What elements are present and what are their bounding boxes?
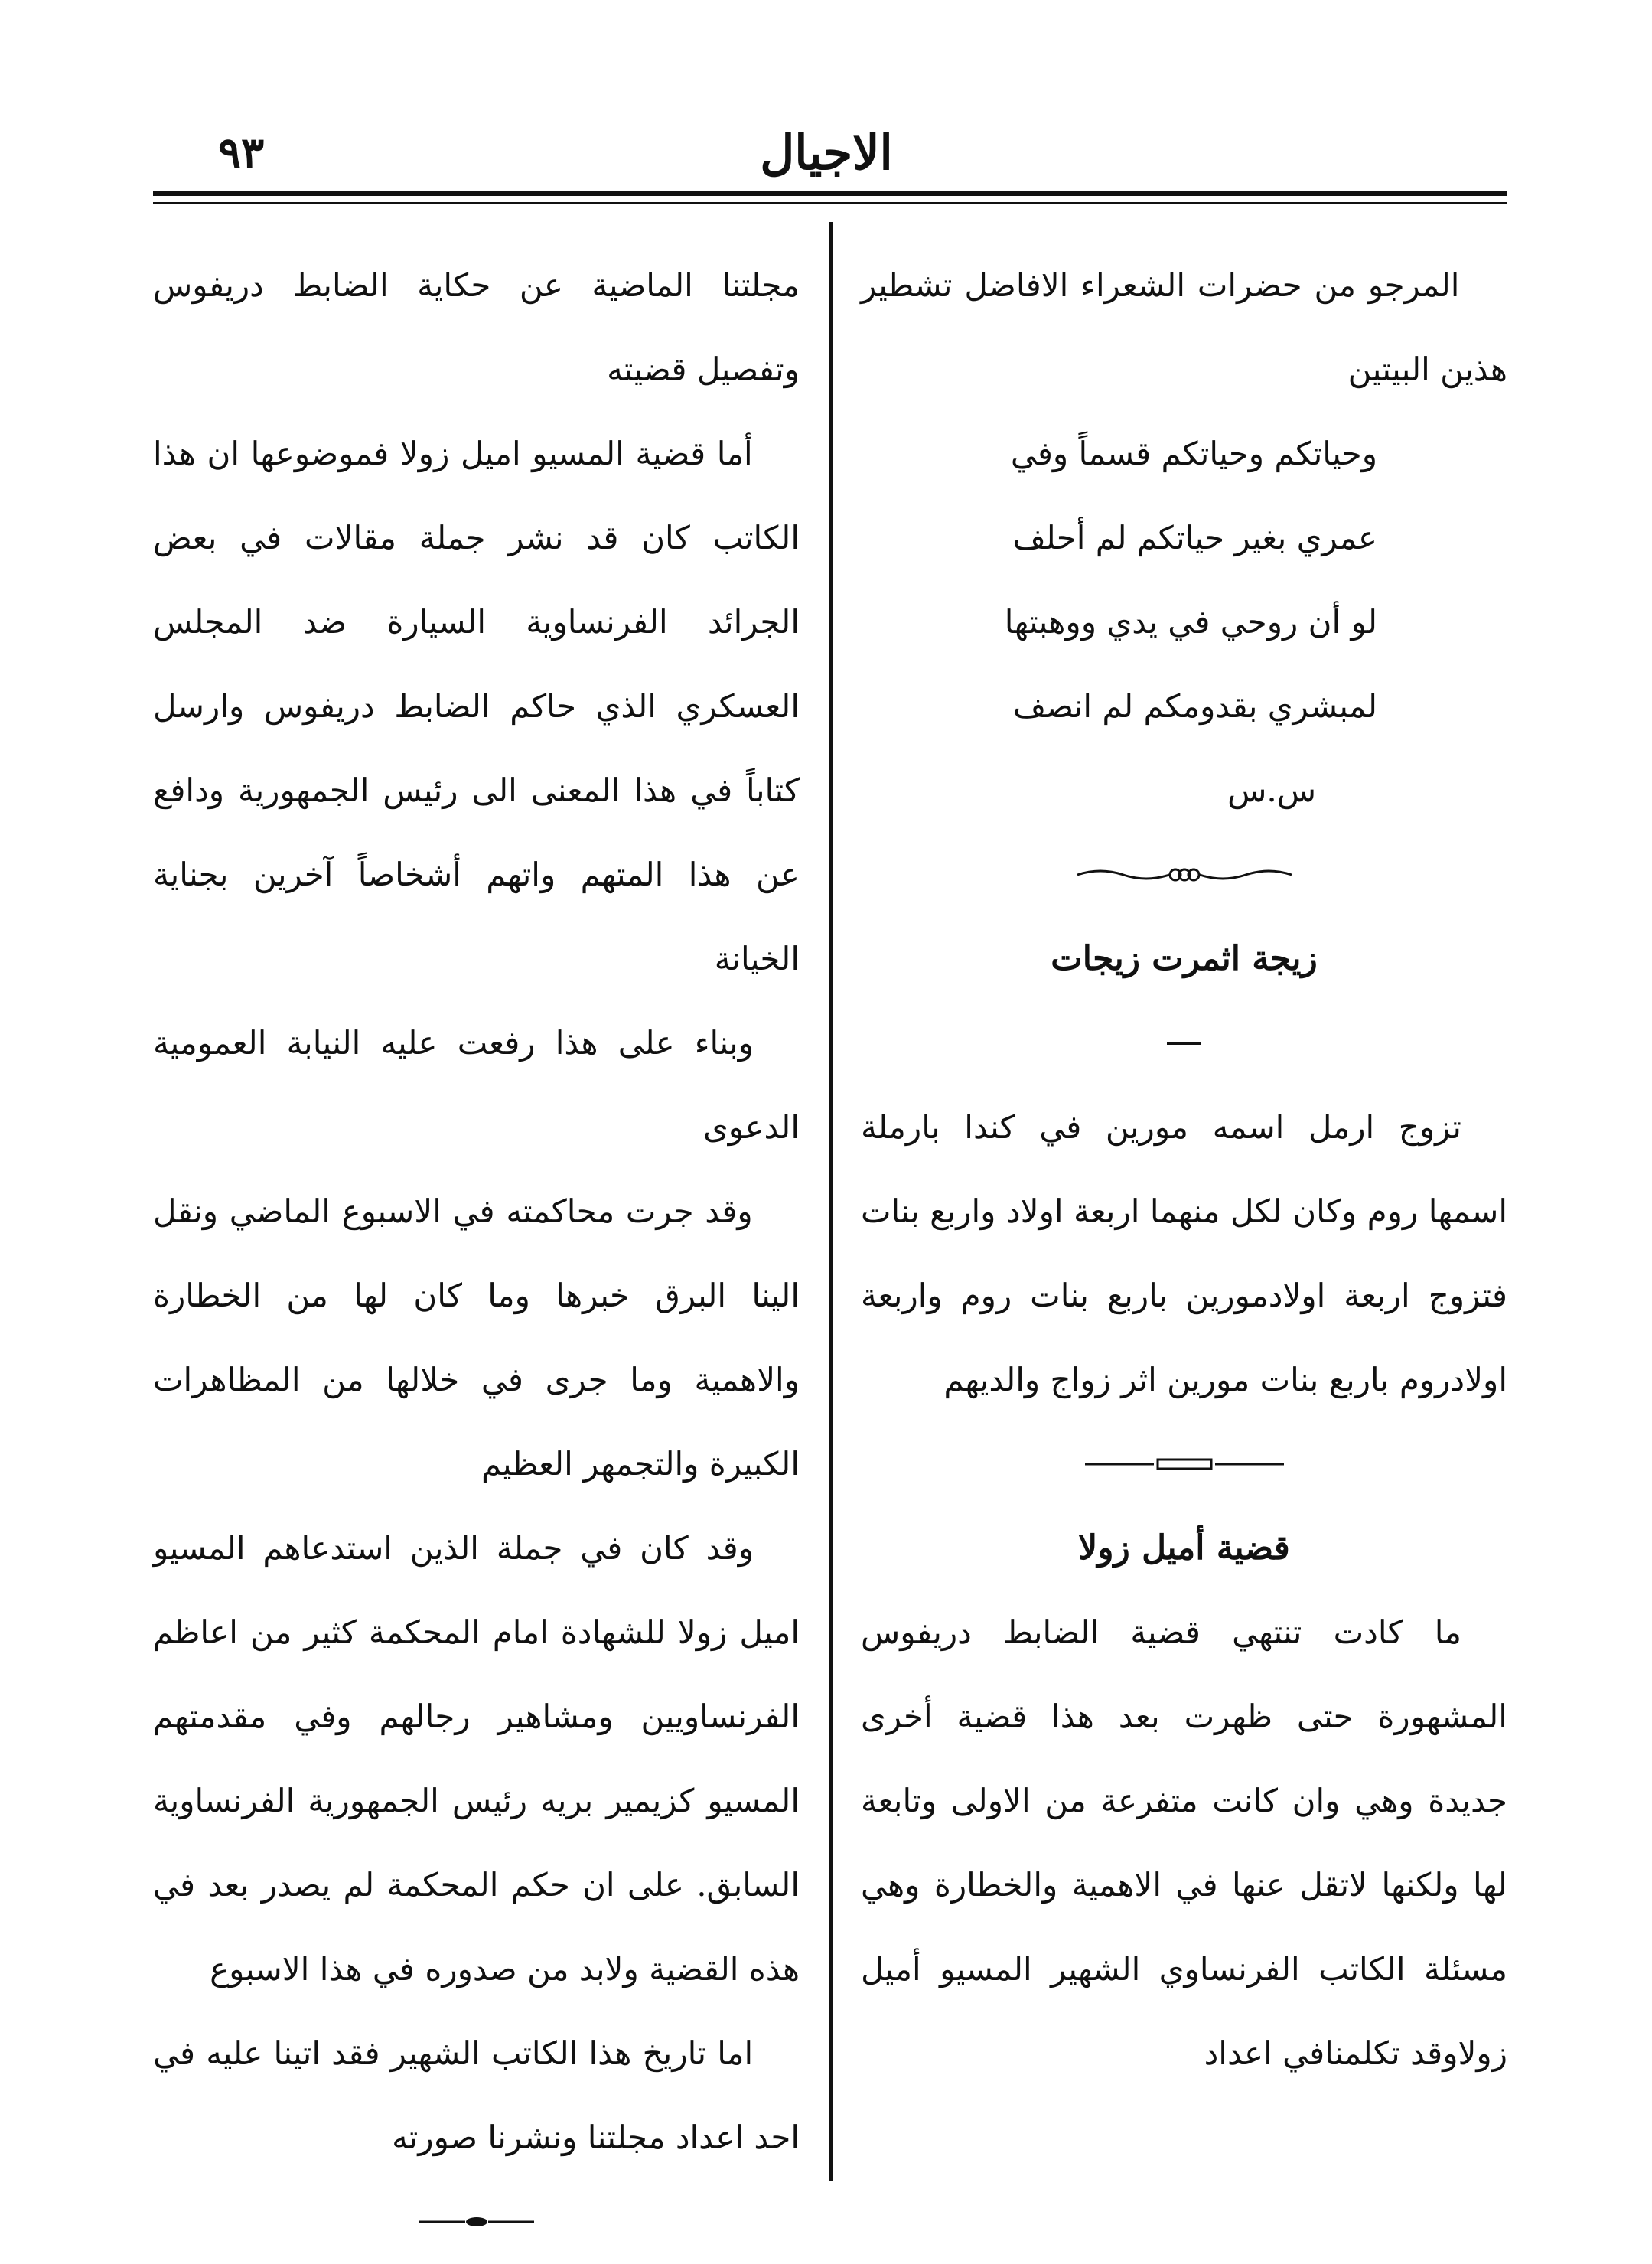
text-line: وما جرى في خلالها من المظاهرات الكبيرة والتجمهر <box>153 1361 800 1483</box>
article-paragraph <box>153 1001 800 1170</box>
verse-line: لو أن روحي في يدي ووهبتها <box>1004 603 1377 641</box>
section-title: زيجة اثمرت زيجات <box>1051 939 1318 978</box>
page-number: ٩٣ <box>218 128 265 178</box>
text-line: وهي وان كانت متفرعة من الاولى وتابعة لها ولكنها <box>861 1782 1507 1904</box>
text-line: وبناء على هذا رفعت عليه النيابة العمومية الدعوى <box>153 1024 800 1146</box>
text-line: تزوج ارمل اسمه مورين في كندا بارملة اسمها <box>861 1108 1507 1230</box>
text-line: زولا للشهادة امام المحكمة كثير من اعاظم الفرنساويين <box>153 1613 800 1735</box>
verse-line: عمري بغير حياتكم لم أحلف <box>1012 519 1377 556</box>
text-line: هذا الاسبوع <box>210 1950 363 1988</box>
verse-line: وحياتكم وحياتكم قسماً وفي <box>1010 435 1377 472</box>
text-line: الفرنساوية السيارة ضد المجلس العسكري الذي حاكم <box>153 603 800 725</box>
text-line: رئيس الجمهورية الفرنساوية السابق. على ان حكم المحكمة <box>153 1782 800 1904</box>
text-line: المرجو من حضرات الشعراء الافاضل تشطير <box>861 266 1460 304</box>
title-dash <box>861 1001 1507 1085</box>
ornament-divider <box>861 833 1507 917</box>
ornament-divider <box>153 2180 800 2264</box>
text-line: ومشاهير رجالهم وفي مقدمتهم المسيو كزيمير بريه <box>153 1698 800 1819</box>
article-paragraph <box>153 243 800 412</box>
text-line: ما كادت تنتهي قضية الضابط دريفوس المشهورة <box>861 1613 1507 1735</box>
text-line: باربع بنات مورين اثر زواج والديهم <box>943 1361 1390 1398</box>
article-paragraph <box>153 1506 800 2011</box>
text-line: وقد كان في جملة الذين استدعاهم المسيو اميل <box>153 1529 800 1651</box>
text-line: وقد جرت محاكمته في الاسبوع الماضي ونقل <box>153 1192 753 1230</box>
text-line: هذين البيتين <box>1347 351 1507 388</box>
section-title: قضية أميل زولا <box>1078 1528 1290 1568</box>
journal-title: الاجيال <box>760 125 893 181</box>
left-column <box>153 243 800 2264</box>
verse-line: لمبشري بقدومكم لم انصف <box>1012 687 1377 725</box>
text-line: اما تاريخ هذا الكاتب الشهير فقد اتينا عليه في <box>153 2034 754 2072</box>
text-line: لاتقل عنها في الاهمية والخطارة وهي مسئلة الكاتب <box>861 1866 1508 1988</box>
header-rule-thin <box>153 202 1507 204</box>
text-line: اربعة اولادمورين باربع بنات روم واربعة اولادروم <box>861 1277 1507 1398</box>
article-paragraph <box>861 1085 1507 1422</box>
text-line: روم وكان لكل منهما اربعة اولاد واربع بنات فتزوج <box>861 1192 1508 1314</box>
text-line: بجناية الخيانة <box>153 856 800 977</box>
article-paragraph <box>153 1170 800 1506</box>
text-line: أما قضية المسيو اميل زولا فموضوعها ان هذا <box>153 435 753 472</box>
ornament-divider <box>861 1422 1507 1506</box>
text-line: الجمهورية ودافع عن هذا المتهم واتهم أشخاصاً آخرين <box>153 772 800 893</box>
text-line: احد اعداد مجلتنا ونشرنا صورته <box>392 2119 800 2156</box>
text-line: الضابط دريفوس وارسل كتاباً في هذا المعنى الى رئيس <box>153 687 800 809</box>
text-line: الفرنساوي الشهير المسيو أميل زولاوقد تكلمنافي اعداد <box>861 1950 1507 2072</box>
right-column <box>861 243 1507 2096</box>
article-paragraph <box>861 1590 1507 2096</box>
signature: س.س <box>1227 772 1316 809</box>
text-line: لم يصدر بعد في هذه القضية ولابد من صدوره في <box>153 1866 800 1988</box>
article-paragraph <box>153 412 800 1001</box>
text-line: مجلتنا الماضية عن حكاية الضابط دريفوس وتفصيل <box>153 266 800 388</box>
page-header <box>145 115 1507 199</box>
column-divider <box>829 222 833 2181</box>
text-line: الينا البرق خبرها وما كان لها من الخطارة والاهمية <box>153 1277 800 1398</box>
header-rule-thick <box>153 191 1507 196</box>
text-line: قضيته <box>607 351 687 388</box>
text-line: العظيم <box>481 1445 573 1483</box>
text-line: الكاتب كان قد نشر جملة مقالات في بعض الجرائد <box>153 519 800 641</box>
article-paragraph <box>153 2011 800 2180</box>
text-line: حتى ظهرت بعد هذا قضية أخرى جديدة <box>861 1698 1507 1819</box>
poetry-request <box>861 243 1507 412</box>
